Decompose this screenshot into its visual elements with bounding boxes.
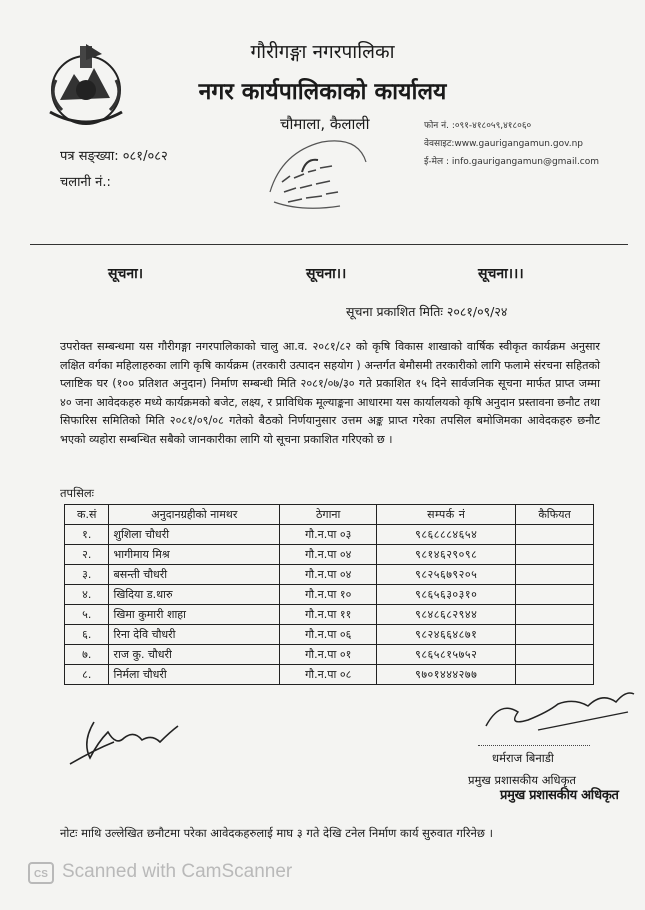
cell-contact: ९८१४६२९०९८ bbox=[377, 545, 516, 565]
notice-label-2: सूचना।। bbox=[306, 266, 347, 282]
cell-contact: ९८६५८१५७५२ bbox=[377, 645, 516, 665]
table-row bbox=[65, 605, 594, 625]
left-signature-icon bbox=[64, 712, 184, 772]
cell-address: गौ.न.पा ०३ bbox=[280, 525, 377, 545]
email-address[interactable]: ई-मेल : info.gaurigangamun@gmail.com bbox=[424, 157, 600, 167]
cell-address: गौ.न.पा ११ bbox=[280, 605, 377, 625]
cell-contact: ९८६८८८४६५४ bbox=[377, 525, 516, 545]
cell-contact: ९८२५६७९२०५ bbox=[377, 565, 516, 585]
signatory-name: धर्मराज बिनाडी bbox=[492, 751, 554, 765]
camscanner-logo-icon bbox=[28, 862, 54, 884]
cell-serial: ३. bbox=[65, 565, 109, 585]
notice-label-1: सूचना। bbox=[108, 266, 144, 282]
table-row bbox=[65, 645, 594, 665]
table-row bbox=[65, 585, 594, 605]
signatory-role: प्रमुख प्रशासकीय अधिकृत bbox=[468, 773, 576, 787]
table-row bbox=[65, 565, 594, 585]
details-label: तपसिलः bbox=[60, 486, 94, 500]
beneficiary-table bbox=[64, 504, 594, 685]
cell-serial: २. bbox=[65, 545, 109, 565]
table-row bbox=[65, 625, 594, 645]
cell-contact: ९८२४६६४८७१ bbox=[377, 625, 516, 645]
header-name: अनुदानग्रहीको नामथर bbox=[109, 505, 280, 525]
header-address: ठेगाना bbox=[280, 505, 377, 525]
cell-name: राज कु. चौधरी bbox=[109, 645, 280, 665]
cell-serial: ५. bbox=[65, 605, 109, 625]
table-row bbox=[65, 525, 594, 545]
table-header-row bbox=[65, 505, 594, 525]
cell-address: गौ.न.पा ०६ bbox=[280, 625, 377, 645]
cell-name: खिमा कुमारी शाहा bbox=[109, 605, 280, 625]
office-stamp-icon bbox=[262, 132, 372, 216]
cell-serial: ७. bbox=[65, 645, 109, 665]
letter-number: पत्र सङ्ख्या: ०८१/०८२ bbox=[60, 149, 168, 164]
cell-address: गौ.न.पा १० bbox=[280, 585, 377, 605]
header-serial: क.सं bbox=[65, 505, 109, 525]
municipality-name: गौरीगङ्गा नगरपालिका bbox=[250, 41, 395, 63]
office-name: नगर कार्यपालिकाको कार्यालय bbox=[198, 79, 447, 105]
cell-address: गौ.न.पा ०४ bbox=[280, 565, 377, 585]
cell-remarks bbox=[516, 525, 594, 545]
cell-name: भागीमाय मिश्र bbox=[109, 545, 280, 565]
cell-contact: ९८६५६३०३१० bbox=[377, 585, 516, 605]
table-row bbox=[65, 545, 594, 565]
cell-address: गौ.न.पा ०१ bbox=[280, 645, 377, 665]
publish-date: सूचना प्रकाशित मितिः २०८१/०९/२४ bbox=[346, 304, 508, 319]
cell-name: शुशिला चौधरी bbox=[109, 525, 280, 545]
cell-serial: ८. bbox=[65, 665, 109, 685]
notice-label-3: सूचना।।। bbox=[478, 266, 524, 282]
header-contact: सम्पर्क नं bbox=[377, 505, 516, 525]
cell-name: निर्मला चौधरी bbox=[109, 665, 280, 685]
phone-number: फोन नं. :०९१-४१८०५९,४१८०६० bbox=[424, 121, 532, 131]
cell-remarks bbox=[516, 545, 594, 565]
role-stamp: प्रमुख प्रशासकीय अधिकृत bbox=[500, 788, 619, 803]
header-divider bbox=[30, 244, 628, 245]
signature-line bbox=[478, 745, 590, 746]
cell-serial: ६. bbox=[65, 625, 109, 645]
cell-name: बसन्ती चौधरी bbox=[109, 565, 280, 585]
cell-remarks bbox=[516, 585, 594, 605]
cell-address: गौ.न.पा ०४ bbox=[280, 545, 377, 565]
website-link[interactable]: वेवसाइट:www.gaurigangamun.gov.np bbox=[424, 139, 583, 149]
cell-serial: ४. bbox=[65, 585, 109, 605]
cell-address: गौ.न.पा ०८ bbox=[280, 665, 377, 685]
office-location: चौमाला, कैलाली bbox=[280, 115, 370, 133]
cell-remarks bbox=[516, 565, 594, 585]
svg-text:CS: CS bbox=[34, 869, 48, 880]
cell-contact: ९८४८६८२९४४ bbox=[377, 605, 516, 625]
cell-remarks bbox=[516, 605, 594, 625]
cell-remarks bbox=[516, 645, 594, 665]
camscanner-watermark: Scanned with CamScanner bbox=[62, 861, 293, 882]
cell-name: खिदिया ड.थारु bbox=[109, 585, 280, 605]
right-signature-icon bbox=[478, 682, 638, 738]
cell-name: रिना देवि चौधरी bbox=[109, 625, 280, 645]
cell-contact: ९७०१४४४२७७ bbox=[377, 665, 516, 685]
cell-remarks bbox=[516, 625, 594, 645]
contact-block bbox=[424, 117, 599, 171]
dispatch-number: चलानी नं.: bbox=[60, 175, 111, 190]
cell-serial: १. bbox=[65, 525, 109, 545]
footnote: नोटः माथि उल्लेखित छनौटमा परेका आवेदकहरुलाई माघ ३ गते देखि टनेल निर्माण कार्य सुरुवात गरिनेछ । bbox=[60, 826, 494, 840]
notice-body-text: उपरोक्त सम्बन्धमा यस गौरीगङ्गा नगरपालिकाको चालु आ.व. २०८१/८२ को कृषि विकास शाखाको वार्षिक स्वीकृत कार्यक्रम अनुसार लक्षित वर्गका महिलाहरुका लागि कृषि कार्यक्रम (तरकारी उत्पादन सहयोग ) अन्तर्गत बेमौसमी तरकारीको लागि फलामे संरचना सहितको प्लाष्टिक घर (१०० प्रतिशत अनुदान) निर्माण सम्बन्धी मिति २०८१/०७/३० गते प्रकाशित १५ दिने सार्वजनिक सूचना मार्फत प्राप्त जम्मा ४० जना आवेदकहरु मध्ये कार्यक्रमको बजेट, लक्ष्य, र प्राविधिक मूल्याङ्कना आधारमा यस कार्यालयको कृषि अनुदान प्रस्तावना छनौट तथा सिफारिस समितिको मिति २०८१/०९/०८ गतेको बैठको निर्णयानुसार उत्तम अङ्क प्राप्त गरेका तपसिल बमोजिमका आवेदकहरु छनौट भएको व्यहोरा सम्बन्धित सबैको जानकारीका लागि यो सूचना प्रकाशित गरिएको छ । bbox=[60, 340, 600, 446]
header-remarks: कैफियत bbox=[516, 505, 594, 525]
